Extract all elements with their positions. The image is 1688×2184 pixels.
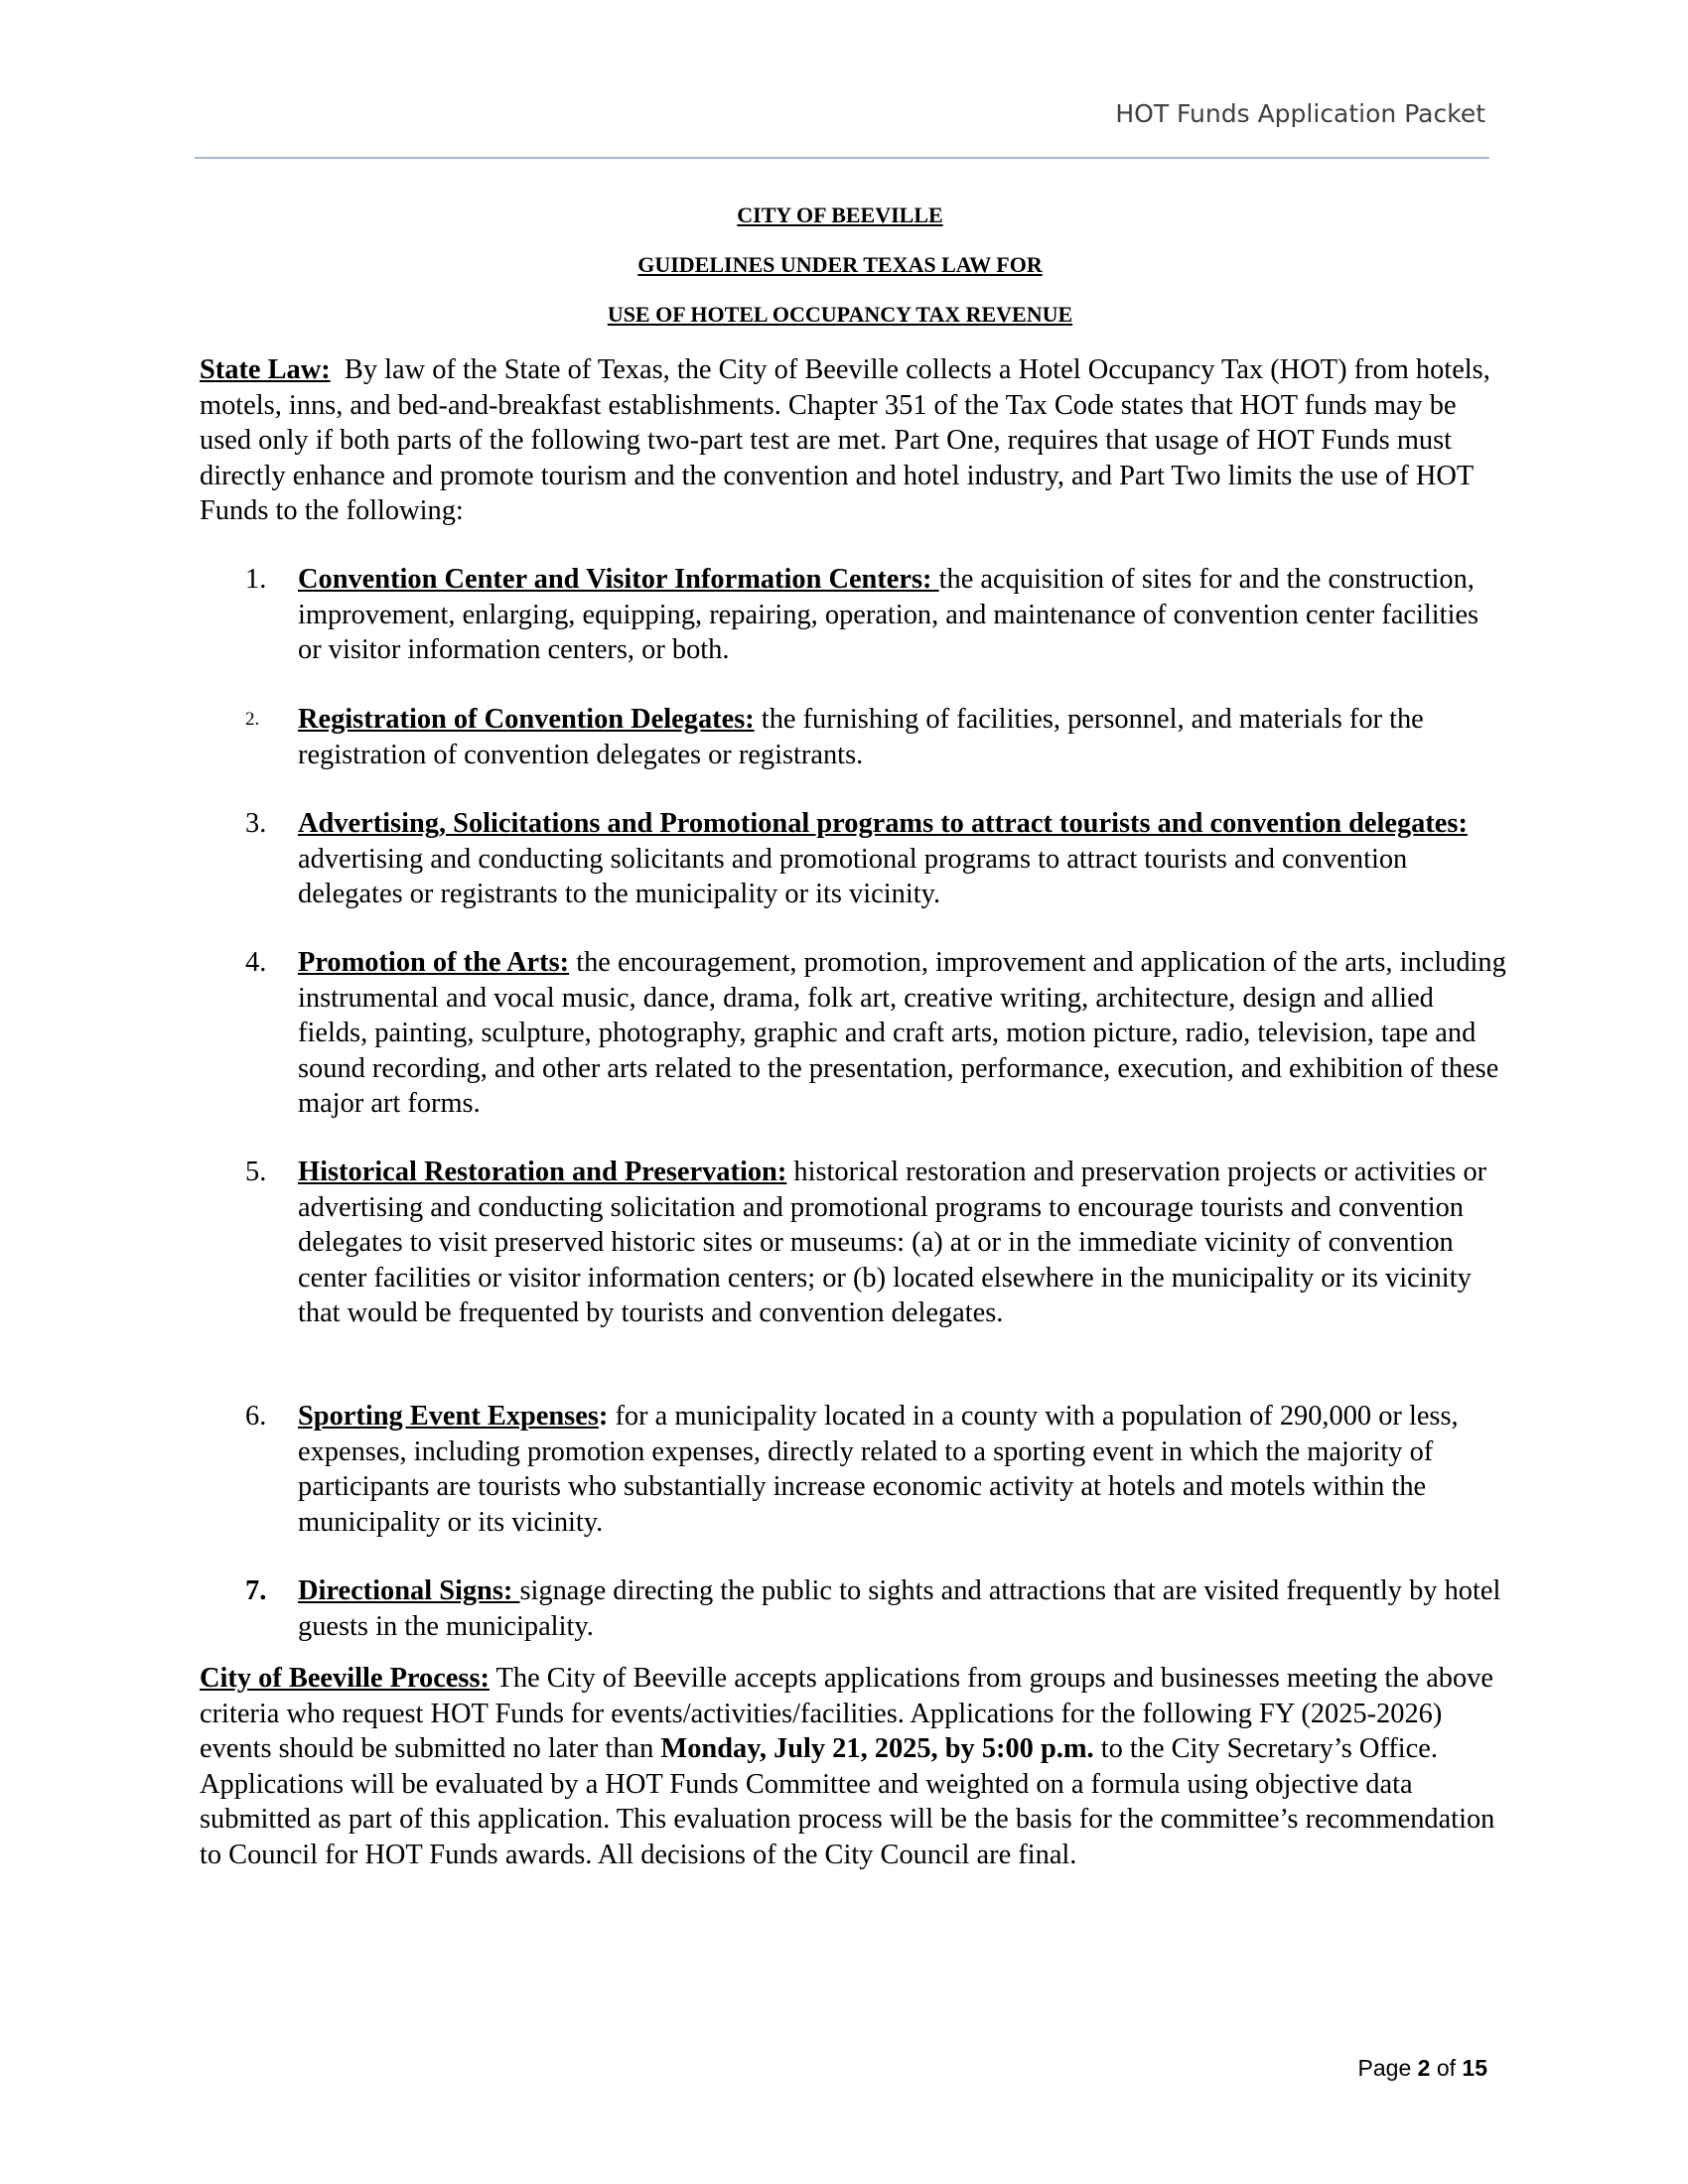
state-law-label: State Law: [200, 354, 331, 385]
total-page-count: 15 [1462, 2055, 1487, 2081]
list-item-1 [245, 562, 1506, 668]
item-label: Promotion of the Arts: [298, 947, 570, 978]
item-label: Registration of Convention Delegates: [298, 704, 755, 735]
process-text-before: The City of Beeville accepts applications from groups and businesses meeting the above criteria who request HOT Funds for events/activities/facilities. Applications for the following FY (2025-2026) events should be submitted no later than [200, 1663, 1493, 1764]
list-item-4 [245, 945, 1506, 1122]
process-paragraph [200, 1661, 1500, 1872]
heading-city: CITY OF BEEVILLE [737, 203, 943, 227]
submission-deadline: Monday, July 21, 2025, by 5:00 p.m. [660, 1733, 1094, 1764]
list-item-5 [245, 1155, 1506, 1331]
item-label: Directional Signs: [298, 1575, 520, 1606]
page-word: Page [1357, 2055, 1412, 2081]
item-label: Advertising, Solicitations and Promotional programs to attract tourists and convention delegates: [298, 808, 1468, 839]
list-item-7 [245, 1573, 1506, 1644]
list-number: 7. [245, 1575, 267, 1606]
process-text-after: to the City Secretary’s Office. Applications will be evaluated by a HOT Funds Committee and weighted on a formula using objective data submitted as part of this application. This evaluation process will be the basis for the committee’s recommendation to Council for HOT Funds awards. All decisions of the City Council are final. [200, 1733, 1495, 1870]
item-label: Historical Restoration and Preservation: [298, 1157, 787, 1187]
process-label: City of Beeville Process: [200, 1663, 490, 1694]
item-label: Convention Center and Visitor Information Centers: [298, 564, 939, 595]
item-text: the furnishing of facilities, personnel, and materials for the registration of convention delegates or registrants. [298, 704, 1424, 770]
item-text: signage directing the public to sights and attractions that are visited frequently by hotel guests in the municipality. [298, 1575, 1501, 1642]
item-text: the acquisition of sites for and the construction, improvement, enlarging, equipping, repairing, operation, and maintenance of convention center facilities or visitor information centers, or both. [298, 564, 1479, 665]
list-item-6 [245, 1399, 1506, 1540]
list-item-2 [245, 702, 1506, 772]
item-text: advertising and conducting solicitants and promotional programs to attract tourists and convention delegates or registrants to the municipality or its vicinity. [298, 843, 1408, 909]
current-page-number: 2 [1417, 2055, 1431, 2081]
list-number: 5. [245, 1157, 267, 1187]
item-label: Sporting Event Expenses [298, 1401, 599, 1432]
state-law-paragraph [200, 352, 1500, 529]
list-number: 3. [245, 808, 267, 839]
list-number: 4. [245, 947, 267, 978]
heading-use: USE OF HOTEL OCCUPANCY TAX REVENUE [607, 302, 1073, 327]
list-number: 2. [245, 709, 260, 730]
list-item-3 [245, 806, 1506, 912]
running-header: HOT Funds Application Packet [1115, 99, 1485, 128]
item-text: for a municipality located in a county with a population of 290,000 or less, expenses, including promotion expenses, directly related to a sporting event in which the majority of participants are tourists who substantially increase economic activity at hotels and motels within the municipality or its vicinity. [298, 1401, 1459, 1538]
state-law-text: By law of the State of Texas, the City of Beeville collects a Hotel Occupancy Tax (HOT) from hotels, motels, inns, and bed-and-breakfast establishments. Chapter 351 of the Tax Code states that HOT funds may be used only if both parts of the following two-part test are met. Part One, requires that usage of HOT Funds must directly enhance and promote tourism and the convention and hotel industry, and Part Two limits the use of HOT Funds to the following: [200, 354, 1490, 526]
page-number-footer [195, 2055, 1487, 2082]
list-number: 1. [245, 564, 267, 595]
item-text: historical restoration and preservation projects or activities or advertising and conducting solicitation and promotional programs to encourage tourists and convention delegates to visit preserved historic sites or museums: (a) at or in the immediate vicinity of convention center facilities or visitor information centers; or (b) located elsewhere in the municipality or its vicinity that would be frequented by tourists and convention delegates. [298, 1157, 1487, 1328]
item-text: the encouragement, promotion, improvement and application of the arts, including instrumental and vocal music, dance, drama, folk art, creative writing, architecture, design and allied fields, painting, sculpture, photography, graphic and craft arts, motion picture, radio, television, tape and sound recording, and other arts related to the presentation, performance, execution, and exhibition of these major art forms. [298, 947, 1506, 1119]
header-divider [195, 157, 1489, 159]
heading-guidelines: GUIDELINES UNDER TEXAS LAW FOR [637, 252, 1043, 277]
item-label-colon: : [598, 1401, 609, 1432]
list-number: 6. [245, 1401, 267, 1432]
of-word: of [1436, 2055, 1457, 2081]
